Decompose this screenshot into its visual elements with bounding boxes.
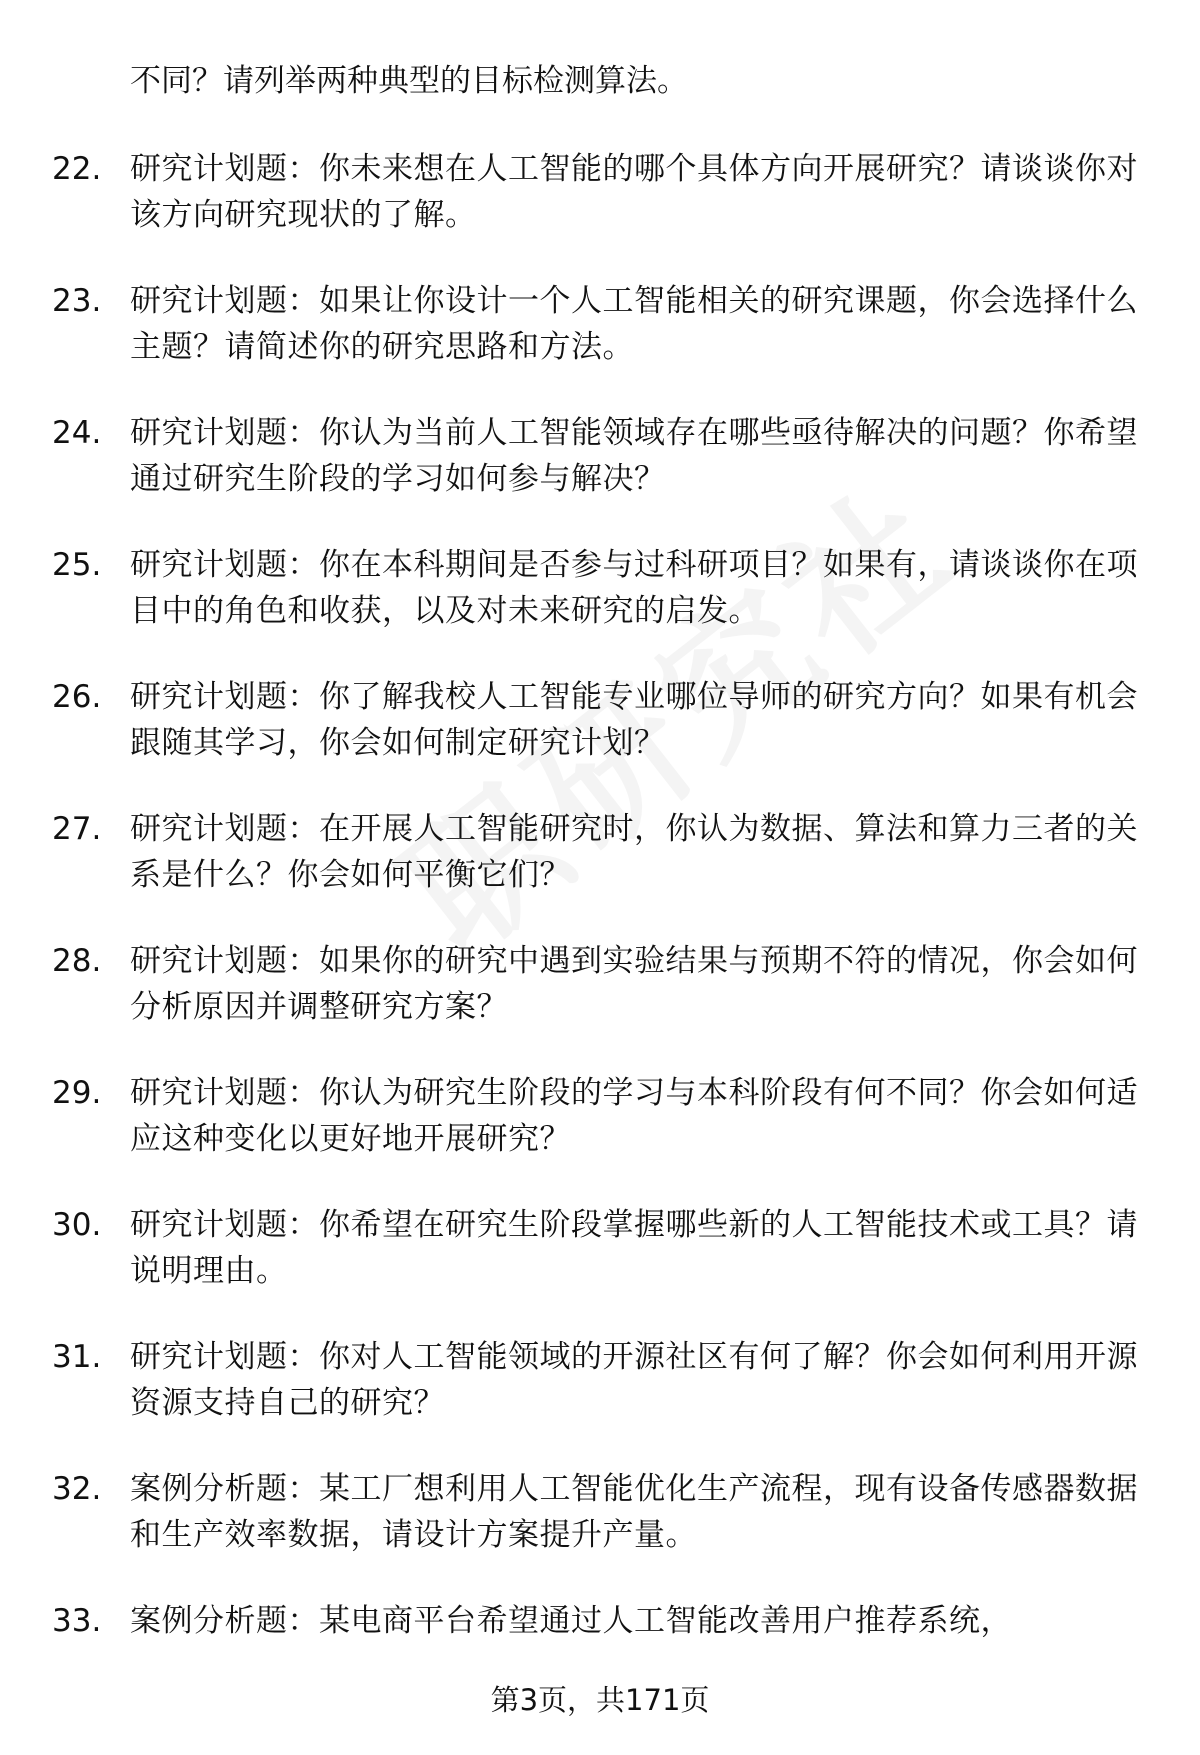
page-footer: 第3页，共171页 [490,1683,710,1717]
question-item [0,1334,1200,1466]
question-number: 24. [52,415,102,451]
question-number: 23. [52,283,102,319]
question-list [0,146,1200,1730]
question-number: 28. [52,943,102,979]
question-text: 研究计划题：你未来想在人工智能的哪个具体方向开展研究？请谈谈你对该方向研究现状的了解。 [130,151,1138,233]
question-number: 26. [52,679,102,715]
question-number: 25. [52,547,102,583]
question-item [0,1070,1200,1202]
question-item [0,938,1200,1070]
continuation-text: 不同？请列举两种典型的目标检测算法。 [130,63,688,99]
question-text: 研究计划题：你认为研究生阶段的学习与本科阶段有何不同？你会如何适应这种变化以更好地开展研究？ [130,1075,1138,1157]
question-item [0,1466,1200,1598]
question-text: 研究计划题：你在本科期间是否参与过科研项目？如果有，请谈谈你在项目中的角色和收获，以及对未来研究的启发。 [130,547,1138,629]
question-text: 研究计划题：你认为当前人工智能领域存在哪些亟待解决的问题？你希望通过研究生阶段的学习如何参与解决？ [130,415,1138,497]
question-text: 研究计划题：如果让你设计一个人工智能相关的研究课题，你会选择什么主题？请简述你的研究思路和方法。 [130,283,1138,365]
question-item [0,146,1200,278]
question-text: 研究计划题：你对人工智能领域的开源社区有何了解？你会如何利用开源资源支持自己的研究？ [130,1339,1138,1421]
question-text: 研究计划题：你了解我校人工智能专业哪位导师的研究方向？如果有机会跟随其学习，你会如何制定研究计划？ [130,679,1138,761]
question-text: 研究计划题：你希望在研究生阶段掌握哪些新的人工智能技术或工具？请说明理由。 [130,1207,1138,1289]
question-number: 33. [52,1603,102,1639]
question-number: 30. [52,1207,102,1243]
question-text: 研究计划题：在开展人工智能研究时，你认为数据、算法和算力三者的关系是什么？你会如何平衡它们？ [130,811,1138,893]
question-number: 27. [52,811,102,847]
question-number: 22. [52,151,102,187]
question-item [0,1202,1200,1334]
question-number: 32. [52,1471,102,1507]
question-item [0,674,1200,806]
question-item [0,410,1200,542]
question-number: 29. [52,1075,102,1111]
question-text: 研究计划题：如果你的研究中遇到实验结果与预期不符的情况，你会如何分析原因并调整研究方案？ [130,943,1138,1025]
question-text: 案例分析题：某电商平台希望通过人工智能改善用户推荐系统， [130,1603,1012,1639]
question-item [0,542,1200,674]
question-number: 31. [52,1339,102,1375]
question-item [0,806,1200,938]
question-text: 案例分析题：某工厂想利用人工智能优化生产流程，现有设备传感器数据和生产效率数据，请设计方案提升产量。 [130,1471,1138,1553]
question-item [0,278,1200,410]
